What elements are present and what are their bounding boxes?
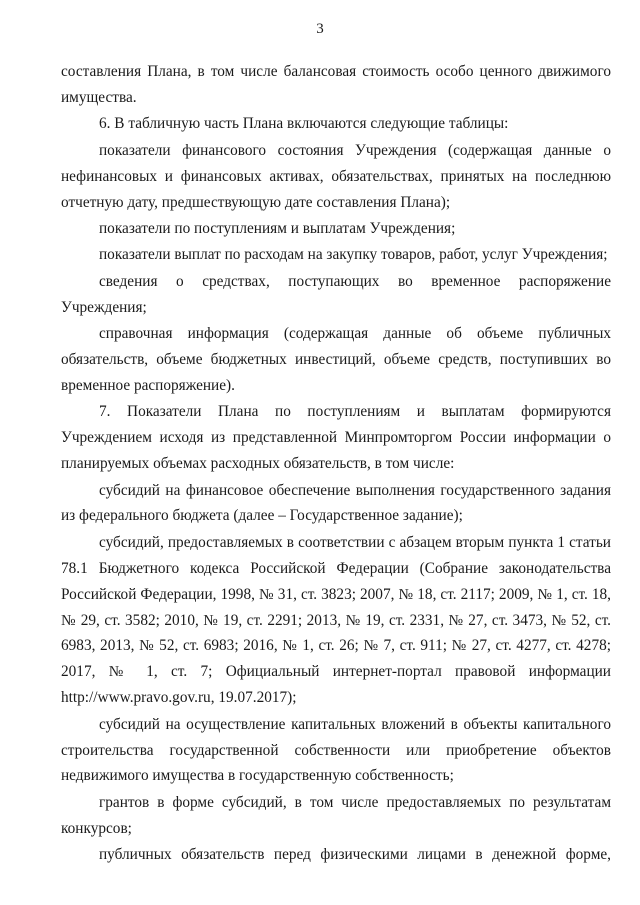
paragraph-receipts-payments: показатели по поступлениям и выплатам Учреждения; — [99, 219, 456, 237]
paragraph-budget-code-subsidies: субсидий, предоставляемых в соответствии с абзацем вторым пункта 1 статьи 78.1 Бюджетного кодекса Российской Федерации (Собрание законодательства Российской Федерации, 1998, № 31, ст. 3823; 2007, № 18, ст. 2117; 2009, № 1, ст. 18, № 29, ст. 3582; 2010, № 19, ст. 2291; 2013, № 19, ст. 2331, № 27, ст. 3473, № 52, ст. 6983, 2013, № 52, ст. 6983; 2016, № 1, ст. 26; № 7, ст. 911; № 27, ст. 4277, ст. 4278; 2017, № 1, ст. 7; Официальный интернет-портал правовой информации http://www.pravo.gov.ru, 19.07.2017); — [61, 533, 611, 707]
paragraph-financial-state: показатели финансового состояния Учреждения (содержащая данные о нефинансовых и финансовых активах, обязательствах, принятых на последнюю отчетную дату, предшествующую дате составления Плана); — [61, 141, 611, 211]
paragraph-grants: грантов в форме субсидий, в том числе предоставляемых по результатам конкурсов; — [61, 793, 611, 837]
paragraph-item-6: 6. В табличную часть Плана включаются следующие таблицы: — [99, 115, 509, 133]
document-body — [61, 59, 611, 868]
paragraph-item-7: 7. Показатели Плана по поступлениям и выплатам формируются Учреждением исходя из представленной Минпромторгом России информации о планируемых объемах расходных обязательств, в том числе: — [61, 403, 611, 473]
paragraph-capital-investments: субсидий на осуществление капитальных вложений в объекты капитального строительства государственной собственности или приобретение объектов недвижимого имущества в государственную собственность; — [61, 715, 611, 785]
paragraph-state-task-subsidies: субсидий на финансовое обеспечение выполнения государственного задания из федерального бюджета (далее – Государственное задание); — [61, 481, 611, 525]
paragraph-public-obligations: публичных обязательств перед физическими лицами в денежной форме, — [99, 846, 611, 864]
paragraph-temporary-funds: сведения о средствах, поступающих во временное распоряжение Учреждения; — [61, 272, 611, 316]
paragraph-procurement-payments: показатели выплат по расходам на закупку товаров, работ, услуг Учреждения; — [99, 246, 608, 264]
page-number: 3 — [316, 21, 324, 37]
paragraph-reference-info: справочная информация (содержащая данные об объеме публичных обязательств, объеме бюджетных инвестиций, объеме средств, поступивших во временное распоряжение). — [61, 325, 611, 394]
paragraph-balance-value: составления Плана, в том числе балансовая стоимость особо ценного движимого имущества. — [61, 63, 611, 106]
